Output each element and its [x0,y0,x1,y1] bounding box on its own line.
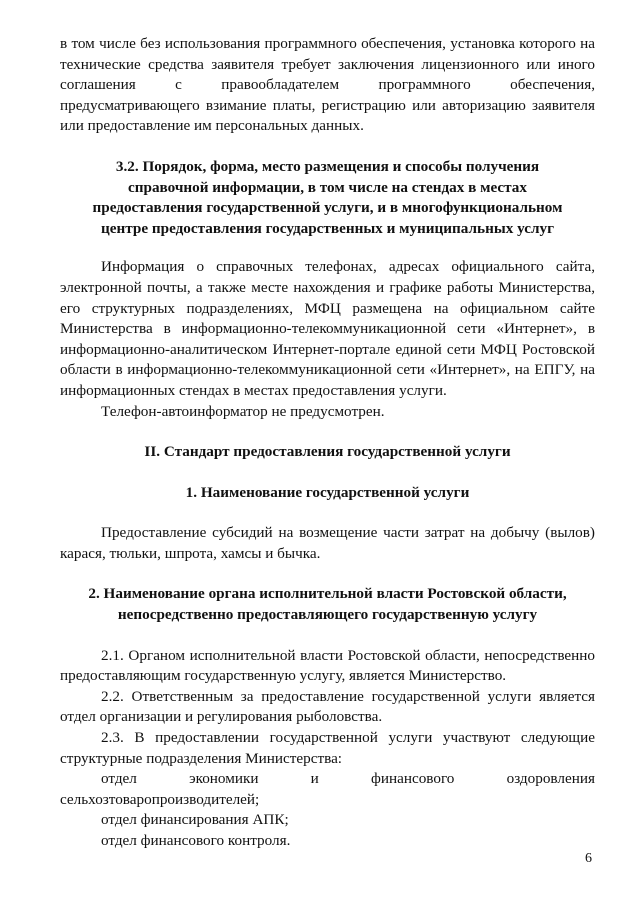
section-2-3-paragraph: 2.3. В предоставлении государственной услуги участвуют следующие структурные подразделения Министерства: [60,729,595,767]
department-1-word: оздоровления [506,770,595,788]
section-1-paragraph: Предоставление субсидий на возмещение части затрат на добычу (вылов) карася, тюльки, шпрота, хамсы и бычка. [60,524,595,562]
section-3-2-paragraph: Информация о справочных телефонах, адресах официального сайта, электронной почты, а также месте нахождения и графике работы Министерства, его структурных подразделениях, МФЦ размещена на официальном сайте Министерства в информационно-телекоммуникационной сети «Интернет», в информационно-аналитическом Интернет-портале единой сети МФЦ Ростовской области в информационно-телекоммуникационной сети «Интернет», на ЕПГУ, на информационных стендах в местах предоставления услуги. [60,258,595,399]
department-1-line [60,769,595,790]
document-page [60,34,595,852]
section-2-1-paragraph: 2.1. Органом исполнительной власти Ростовской области, непосредственно предоставляющим государственную услугу, является Министерство. [60,646,595,685]
section-2-heading: 2. Наименование органа исполнительной власти Ростовской области, непосредственно предоставляющего государственную услугу [88,585,567,624]
page-number: 6 [585,851,592,866]
department-1-word: экономики [189,770,259,788]
department-3: отдел финансового контроля. [101,832,291,849]
department-2: отдел финансирования АПК; [101,811,289,829]
section-3-2-phone-note: Телефон-автоинформатор не предусмотрен. [101,402,385,420]
section-1-heading: 1. Наименование государственной услуги [185,483,470,501]
section-3-2-heading: 3.2. Порядок, форма, место размещения и способы получения справочной информации, в том числе на стендах в местах предоставления государственной услуги, и в многофункциональном центре предоставления государственных и муниципальных услуг [92,157,563,237]
department-1-tail: сельхозтоваропроизводителей; [60,790,260,808]
section-II-heading: II. Стандарт предоставления государственной услуги [144,443,511,461]
intro-paragraph: в том числе без использования программного обеспечения, установка которого на технические средства заявителя требует заключения лицензионного или иного соглашения с правообладателем программного обеспечения, предусматривающего взимание платы, регистрацию или авторизацию заявителя или предоставление им персональных данных. [60,35,595,135]
department-1-word: и [310,770,319,788]
department-1-word: отдел [101,770,137,788]
section-2-2-paragraph: 2.2. Ответственным за предоставление государственной услуги является отдел организации и регулирования рыболовства. [60,687,595,726]
department-1-word: финансового [371,770,455,788]
